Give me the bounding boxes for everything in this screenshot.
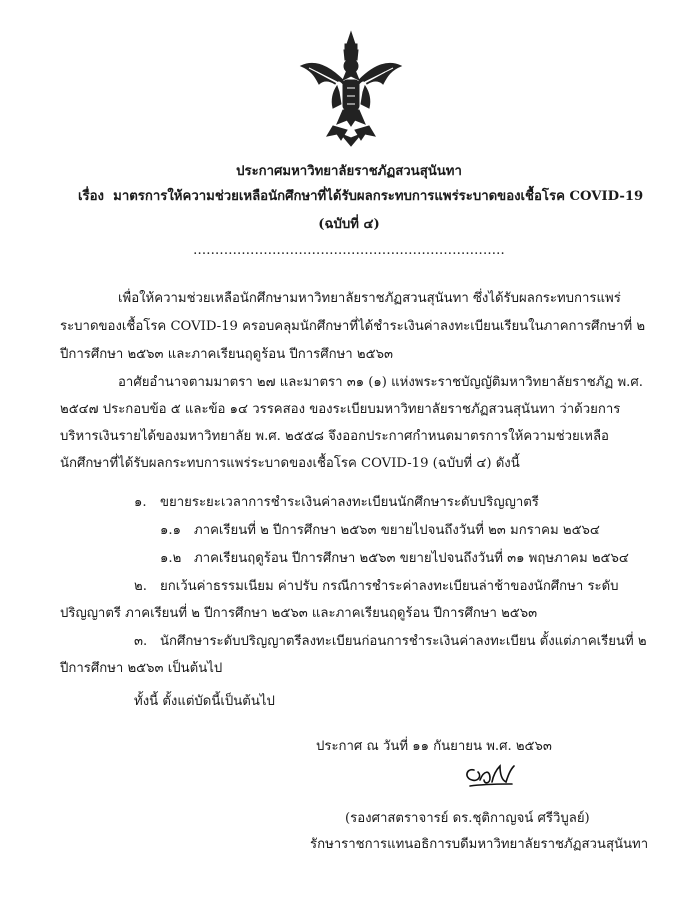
- item-3-number: ๓.: [134, 634, 148, 649]
- signer-name: (รองศาสตราจารย์ ดร.ชุติกาญจน์ ศรีวิบูลย์): [345, 811, 590, 826]
- item-2-line-2: ปริญญาตรี ภาคเรียนที่ ๒ ปีการศึกษา ๒๕๖๓ และภาคเรียนฤดูร้อน ปีการศึกษา ๒๕๖๓: [60, 606, 538, 621]
- paragraph-2-line-1: อาศัยอำนาจตามมาตรา ๒๗ และมาตรา ๓๑ (๑) แห่งพระราชบัญญัติมหาวิทยาลัยราชภัฏ พ.ศ.: [118, 375, 643, 390]
- announcement-date: ประกาศ ณ วันที่ ๑๑ กันยายน พ.ศ. ๒๕๖๓: [316, 739, 552, 754]
- paragraph-2-line-4: นักศึกษาที่ได้รับผลกระทบการแพร่ระบาดของเชื้อโรค COVID-19 (ฉบับที่ ๔) ดังนี้: [60, 456, 520, 471]
- item-3-text: นักศึกษาระดับปริญญาตรีลงทะเบียนก่อนการชำระเงินค่าลงทะเบียน ตั้งแต่ภาคเรียนที่ ๒: [160, 634, 647, 649]
- item-1-1-number: ๑.๑: [160, 523, 181, 538]
- item-1-1-text: ภาคเรียนที่ ๒ ปีการศึกษา ๒๕๖๓ ขยายไปจนถึงวันที่ ๒๓ มกราคม ๒๕๖๔: [194, 523, 600, 538]
- subject-label: เรื่อง: [78, 189, 104, 204]
- separator-line: .......................................................................: [193, 243, 505, 258]
- issue-number: (ฉบับที่ ๔): [318, 217, 380, 232]
- item-3-line-2: ปีการศึกษา ๒๕๖๓ เป็นต้นไป: [60, 661, 223, 676]
- paragraph-1-line-2: ระบาดของเชื้อโรค COVID-19 ครอบคลุมนักศึกษาที่ได้ชำระเงินค่าลงทะเบียนเรียนในภาคการศึกษาที่ ๒: [60, 319, 646, 334]
- paragraph-2-line-2: ๒๕๔๗ ประกอบข้อ ๕ และข้อ ๑๔ วรรคสอง ของระเบียบมหาวิทยาลัยราชภัฏสวนสุนันทา ว่าด้วยการ: [60, 402, 621, 417]
- paragraph-2-line-3: บริหารเงินรายได้ของมหาวิทยาลัย พ.ศ. ๒๕๕๘ จึงออกประกาศกำหนดมาตรการให้ความช่วยเหลือ: [60, 429, 609, 444]
- item-1-2-text: ภาคเรียนฤดูร้อน ปีการศึกษา ๒๕๖๓ ขยายไปจนถึงวันที่ ๓๑ พฤษภาคม ๒๕๖๔: [194, 551, 629, 566]
- page-title: ประกาศมหาวิทยาลัยราชภัฏสวนสุนันทา: [236, 164, 462, 179]
- subject-line: [78, 188, 643, 206]
- paragraph-1-line-1: เพื่อให้ความช่วยเหลือนักศึกษามหาวิทยาลัยราชภัฏสวนสุนันทา ซึ่งได้รับผลกระทบการแพร่: [118, 291, 621, 306]
- item-1-text: ขยายระยะเวลาการชำระเงินค่าลงทะเบียนนักศึกษาระดับปริญญาตรี: [160, 495, 539, 510]
- item-1-2-number: ๑.๒: [160, 551, 182, 566]
- item-2-text: ยกเว้นค่าธรรมเนียม ค่าปรับ กรณีการชำระค่าลงทะเบียนล่าช้าของนักศึกษา ระดับ: [160, 579, 619, 594]
- handwritten-signature-icon: [460, 760, 520, 794]
- subject-text: มาตรการให้ความช่วยเหลือนักศึกษาที่ได้รับผลกระทบการแพร่ระบาดของเชื้อโรค COVID-19: [113, 189, 644, 204]
- effective-date-text: ทั้งนี้ ตั้งแต่บัดนี้เป็นต้นไป: [134, 694, 275, 709]
- item-1-number: ๑.: [134, 495, 147, 510]
- signer-title: รักษาราชการแทนอธิการบดีมหาวิทยาลัยราชภัฏสวนสุนันทา: [310, 837, 649, 852]
- garuda-emblem-icon: [297, 30, 405, 148]
- paragraph-1-line-3: ปีการศึกษา ๒๕๖๓ และภาคเรียนฤดูร้อน ปีการศึกษา ๒๕๖๓: [60, 347, 393, 362]
- item-2-number: ๒.: [134, 579, 147, 594]
